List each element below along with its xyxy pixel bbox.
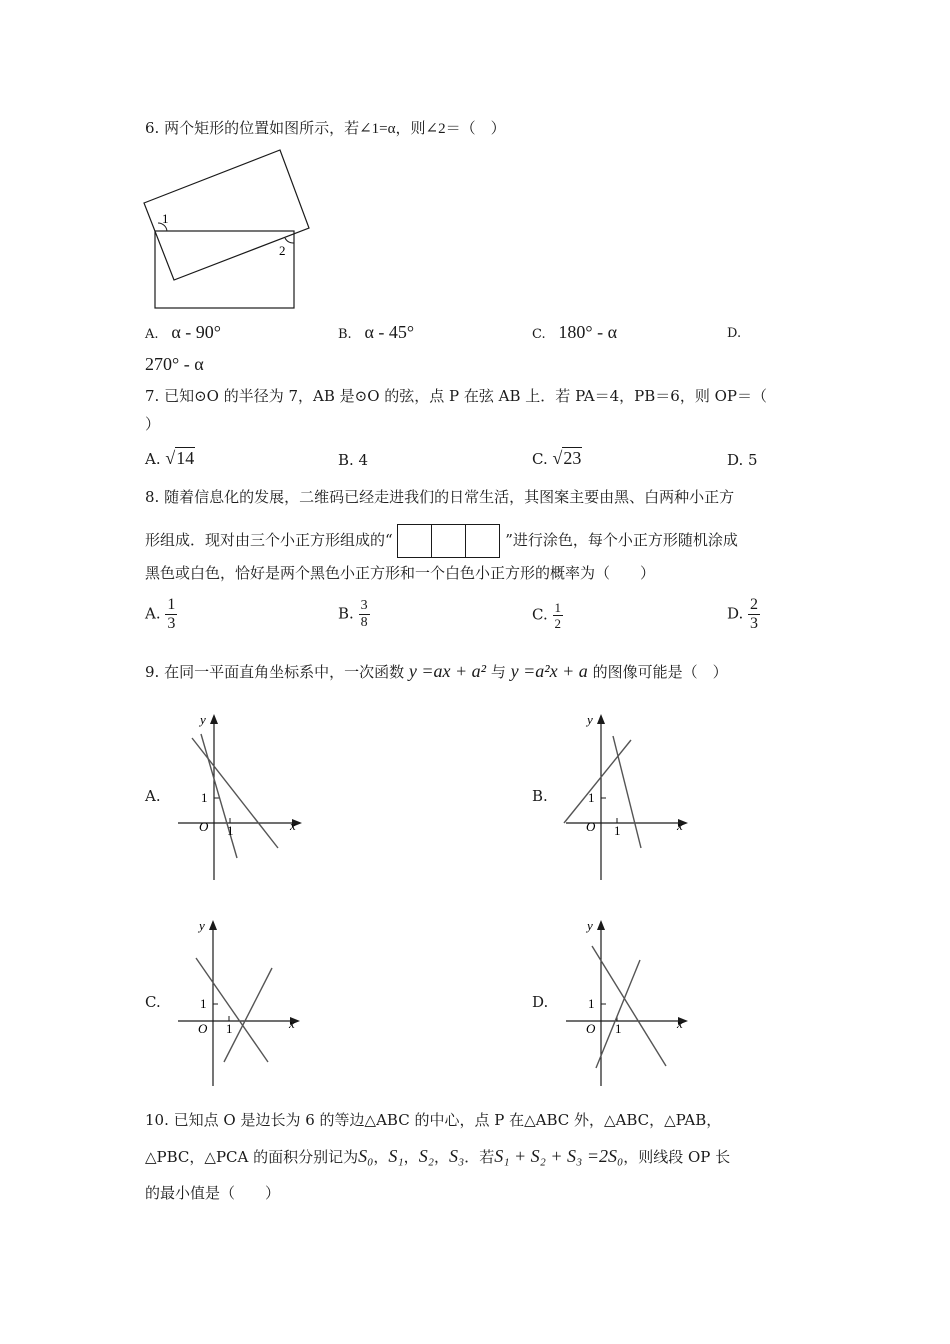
q9-graph-c bbox=[170, 916, 310, 1088]
q6-option-d-text: 270° - α bbox=[145, 354, 204, 374]
x-tick-1: 1 bbox=[615, 1021, 622, 1036]
q6-option-d-label: D. bbox=[727, 326, 742, 341]
y-label: y bbox=[199, 918, 205, 933]
q8-option-d-frac bbox=[748, 596, 760, 633]
q6-option-b-text: α - 45° bbox=[364, 322, 415, 342]
q7-option-c[interactable] bbox=[532, 448, 582, 469]
y-axis-arrow bbox=[597, 714, 605, 724]
q7-option-d[interactable]: D. 5 bbox=[727, 451, 758, 469]
y-tick-1: 1 bbox=[201, 790, 208, 805]
q8-option-b-label: B. bbox=[338, 604, 354, 623]
origin-label: O bbox=[198, 1021, 208, 1036]
x-tick-1: 1 bbox=[614, 823, 621, 838]
y-axis-arrow bbox=[210, 714, 218, 724]
q7-option-c-sqrt: √23 bbox=[552, 448, 582, 468]
q7-option-a-sqrt: √14 bbox=[165, 448, 195, 468]
q6-rect-tilted bbox=[144, 150, 309, 280]
q6-option-b[interactable] bbox=[338, 322, 414, 345]
y-tick-1: 1 bbox=[200, 996, 207, 1011]
q8-option-a-label: A. bbox=[145, 604, 161, 623]
q8-option-a-num: 1 bbox=[167, 596, 176, 613]
q8-option-b-num: 3 bbox=[360, 598, 368, 613]
q8-stem-line2-post: ”进行涂色，每个小正方形随机涂成 bbox=[505, 531, 738, 549]
q8-square-1 bbox=[398, 525, 432, 557]
q9-c-line-2 bbox=[224, 968, 272, 1062]
q6-eq: =α bbox=[379, 121, 396, 137]
origin-label: O bbox=[199, 819, 209, 834]
q6-option-a-text: α - 90° bbox=[171, 322, 221, 342]
q7-option-a-radicand: 14 bbox=[176, 448, 195, 468]
q10-s3: S₃ bbox=[448, 1146, 465, 1166]
x-label: x bbox=[289, 1016, 295, 1031]
q6-option-d[interactable] bbox=[727, 322, 741, 344]
q9-b-line-1 bbox=[564, 740, 631, 823]
q8-option-b[interactable] bbox=[338, 598, 370, 631]
q6-stem-mid: ，则 bbox=[395, 119, 426, 137]
q9-option-a[interactable]: A. bbox=[145, 787, 161, 805]
x-tick-1: 1 bbox=[227, 823, 234, 838]
q8-option-c[interactable] bbox=[532, 600, 563, 631]
y-label: y bbox=[200, 712, 206, 727]
q10-stem-line2-post: ，则线段 OP 长 bbox=[623, 1148, 731, 1166]
q8-option-d-den: 3 bbox=[750, 615, 759, 632]
q6-stem bbox=[145, 118, 506, 139]
q6-stem-text: 6. 两个矩形的位置如图所示，若 bbox=[145, 119, 360, 137]
q7-option-a[interactable] bbox=[145, 448, 195, 469]
q8-option-c-num: 1 bbox=[554, 600, 561, 615]
q8-stem-line1: 8. 随着信息化的发展，二维码已经走进我们的日常生活，其图案主要由黑、白两种小正方 bbox=[145, 488, 735, 506]
origin-label: O bbox=[586, 1021, 596, 1036]
q8-stem-line2 bbox=[145, 524, 738, 558]
q8-option-b-den: 8 bbox=[360, 615, 368, 630]
x-tick-1: 1 bbox=[226, 1021, 233, 1036]
q7-option-b[interactable]: B. 4 bbox=[338, 451, 369, 469]
y-tick-1: 1 bbox=[588, 790, 595, 805]
q6-eq2: ＝（ ） bbox=[445, 119, 506, 137]
q10-equation: S₁ + S₂ + S₃ =2S₀ bbox=[494, 1146, 624, 1166]
q9-function-2: y =a²x + a bbox=[510, 661, 588, 681]
q10-stem-line3: 的最小值是（ ） bbox=[145, 1184, 281, 1202]
q6-label-1: 1 bbox=[162, 211, 169, 226]
q6-option-b-label: B. bbox=[338, 327, 352, 342]
q9-d-line-1 bbox=[592, 946, 666, 1066]
q6-option-a[interactable] bbox=[145, 322, 221, 345]
q8-option-a-den: 3 bbox=[167, 615, 176, 632]
y-axis-arrow bbox=[209, 920, 217, 930]
q8-option-c-frac bbox=[553, 600, 564, 631]
q8-option-c-den: 2 bbox=[554, 616, 561, 631]
y-axis-arrow bbox=[597, 920, 605, 930]
q7-stem-line2: ） bbox=[145, 415, 161, 433]
q6-option-c[interactable] bbox=[532, 322, 617, 345]
q7-stem-line1: 7. 已知⊙O 的半径为 7，AB 是⊙O 的弦，点 P 在弦 AB 上．若 PA＝4，PB＝6，则 OP＝（ bbox=[145, 387, 767, 405]
q9-stem-post: 的图像可能是（ ） bbox=[592, 663, 728, 681]
q6-rectangles-figure bbox=[140, 145, 315, 315]
q9-option-d[interactable]: D. bbox=[532, 993, 549, 1011]
q7-option-a-label: A. bbox=[145, 450, 161, 468]
q9-stem-pre: 9. 在同一平面直角坐标系中，一次函数 bbox=[145, 663, 405, 681]
q6-option-a-label: A. bbox=[145, 327, 159, 342]
q8-option-b-frac bbox=[359, 598, 370, 631]
x-label: x bbox=[677, 1016, 683, 1031]
q6-angle2-arc bbox=[285, 238, 294, 243]
q7-option-c-label: C. bbox=[532, 450, 548, 468]
q10-stem-line1: 10. 已知点 O 是边长为 6 的等边△ABC 的中心，点 P 在△ABC 外，△ABC，△PAB， bbox=[145, 1111, 722, 1129]
q9-stem bbox=[145, 661, 728, 682]
q8-square-3 bbox=[466, 525, 499, 557]
q6-option-c-text: 180° - α bbox=[558, 322, 618, 342]
q9-graph-d bbox=[558, 916, 698, 1088]
q9-graph-a bbox=[170, 710, 310, 882]
q6-rect-lower bbox=[155, 231, 294, 308]
q8-option-c-label: C. bbox=[532, 605, 548, 624]
q8-stem-line2-pre: 形组成．现对由三个小正方形组成的“ bbox=[145, 531, 393, 549]
q6-option-c-label: C. bbox=[532, 327, 546, 342]
q9-graph-b bbox=[558, 710, 698, 882]
q8-stem-line3: 黑色或白色，恰好是两个黑色小正方形和一个白色小正方形的概率为（ ） bbox=[145, 564, 656, 582]
q8-option-a-frac bbox=[165, 596, 177, 633]
q9-option-c[interactable]: C. bbox=[145, 993, 161, 1011]
q10-stem-line2-mid: ．若 bbox=[464, 1148, 495, 1166]
q10-s1: S₁ bbox=[388, 1146, 404, 1166]
origin-label: O bbox=[586, 819, 596, 834]
q9-option-b[interactable]: B. bbox=[532, 787, 548, 805]
x-label: x bbox=[290, 818, 296, 833]
q8-three-squares bbox=[397, 524, 500, 558]
q8-option-d[interactable] bbox=[727, 596, 760, 633]
q10-s0: S₀ bbox=[358, 1146, 374, 1166]
x-label: x bbox=[677, 818, 683, 833]
q8-option-a[interactable] bbox=[145, 596, 177, 633]
q10-s2: S₂ bbox=[418, 1146, 434, 1166]
y-tick-1: 1 bbox=[588, 996, 595, 1011]
q9-stem-mid: 与 bbox=[490, 663, 506, 681]
q8-option-d-num: 2 bbox=[750, 596, 759, 613]
q6-label-2: 2 bbox=[279, 243, 286, 258]
q9-function-1: y =ax + a² bbox=[408, 661, 487, 681]
q8-square-2 bbox=[432, 525, 466, 557]
y-label: y bbox=[587, 712, 593, 727]
y-label: y bbox=[587, 918, 593, 933]
q10-stem-line2-pre: △PBC，△PCA 的面积分别记为 bbox=[145, 1148, 359, 1166]
q6-angle2: ∠2 bbox=[425, 121, 446, 137]
q8-option-d-label: D. bbox=[727, 604, 744, 623]
q10-stem-line2: △PBC，△PCA 的面积分别记为S₀，S₁，S₂，S₃．若S₁ + S₂ + S₃ =2S₀，则线段 OP 长 bbox=[145, 1146, 731, 1166]
q7-option-c-radicand: 23 bbox=[563, 448, 582, 468]
q6-angle1: ∠1 bbox=[359, 121, 380, 137]
